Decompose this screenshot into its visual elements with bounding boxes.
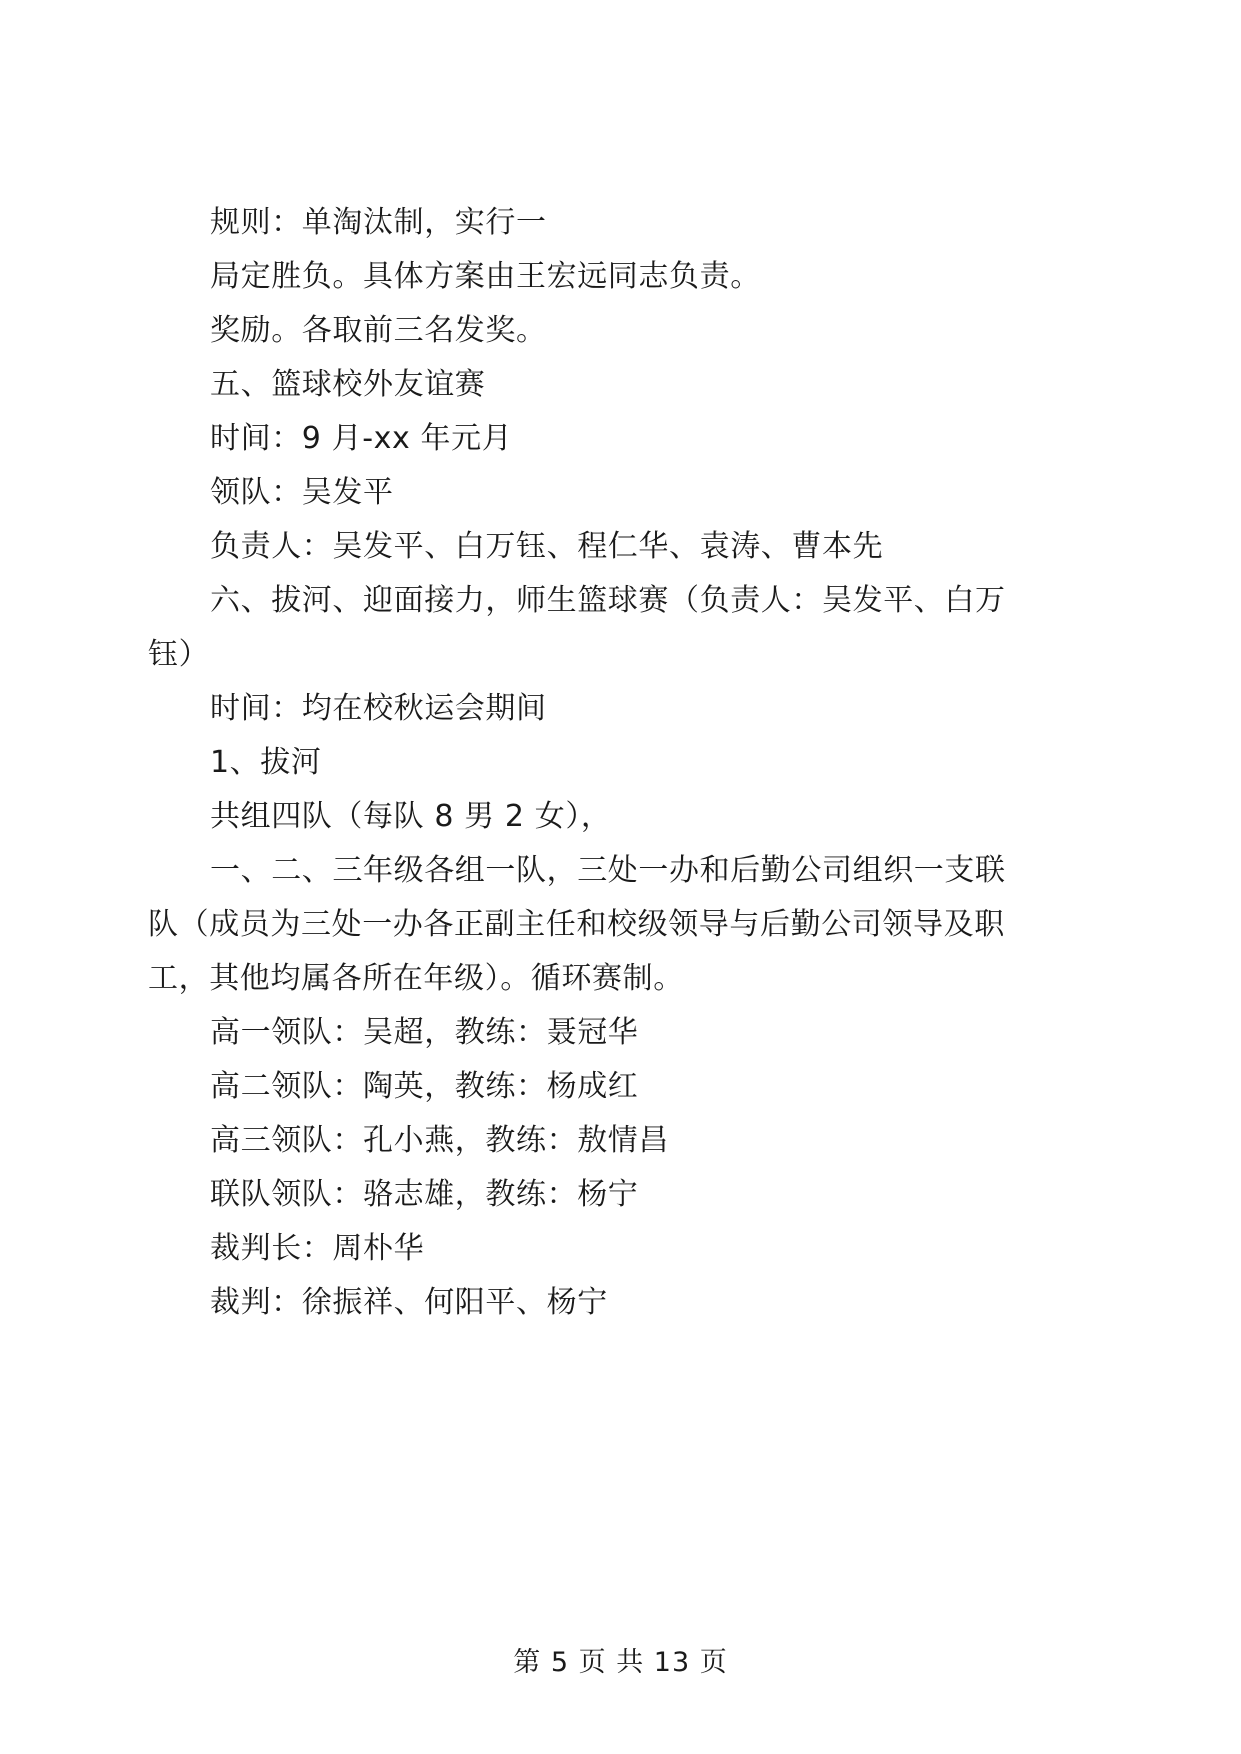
paragraph: 高一领队：吴超，教练：聂冠华: [210, 1015, 639, 1050]
paragraph: 奖励。各取前三名发奖。: [210, 313, 547, 348]
paragraph: 六、拔河、迎面接力，师生篮球赛（负责人：吴发平、白万: [210, 583, 1006, 618]
paragraph: 规则：单淘汰制，实行一: [210, 205, 547, 240]
paragraph: 高三领队：孔小燕，教练：敖情昌: [210, 1123, 669, 1158]
paragraph: 时间：9 月-xx 年元月: [210, 421, 513, 456]
paragraph: 一、二、三年级各组一队，三处一办和后勤公司组织一支联: [210, 853, 1006, 888]
paragraph: 工，其他均属各所在年级）。循环赛制。: [148, 961, 684, 996]
paragraph: 高二领队：陶英，教练：杨成红: [210, 1069, 639, 1104]
paragraph: 队（成员为三处一办各正副主任和校级领导与后勤公司领导及职: [148, 907, 1005, 942]
paragraph: 共组四队（每队 8 男 2 女），: [210, 799, 612, 834]
paragraph: 五、篮球校外友谊赛: [210, 367, 486, 402]
paragraph: 局定胜负。具体方案由王宏远同志负责。: [210, 259, 761, 294]
paragraph: 时间：均在校秋运会期间: [210, 691, 547, 726]
paragraph: 裁判长：周朴华: [210, 1231, 425, 1266]
document-body: [148, 196, 1093, 1330]
paragraph: 裁判：徐振祥、何阳平、杨宁: [210, 1285, 608, 1320]
paragraph: 负责人：吴发平、白万钰、程仁华、袁涛、曹本先: [210, 529, 884, 564]
paragraph: 领队：吴发平: [210, 475, 394, 510]
paragraph: 1、拔河: [210, 745, 322, 780]
paragraph: 钰）: [148, 637, 210, 672]
page-footer: 第 5 页 共 13 页: [513, 1647, 728, 1678]
paragraph: 联队领队：骆志雄，教练：杨宁: [210, 1177, 639, 1212]
